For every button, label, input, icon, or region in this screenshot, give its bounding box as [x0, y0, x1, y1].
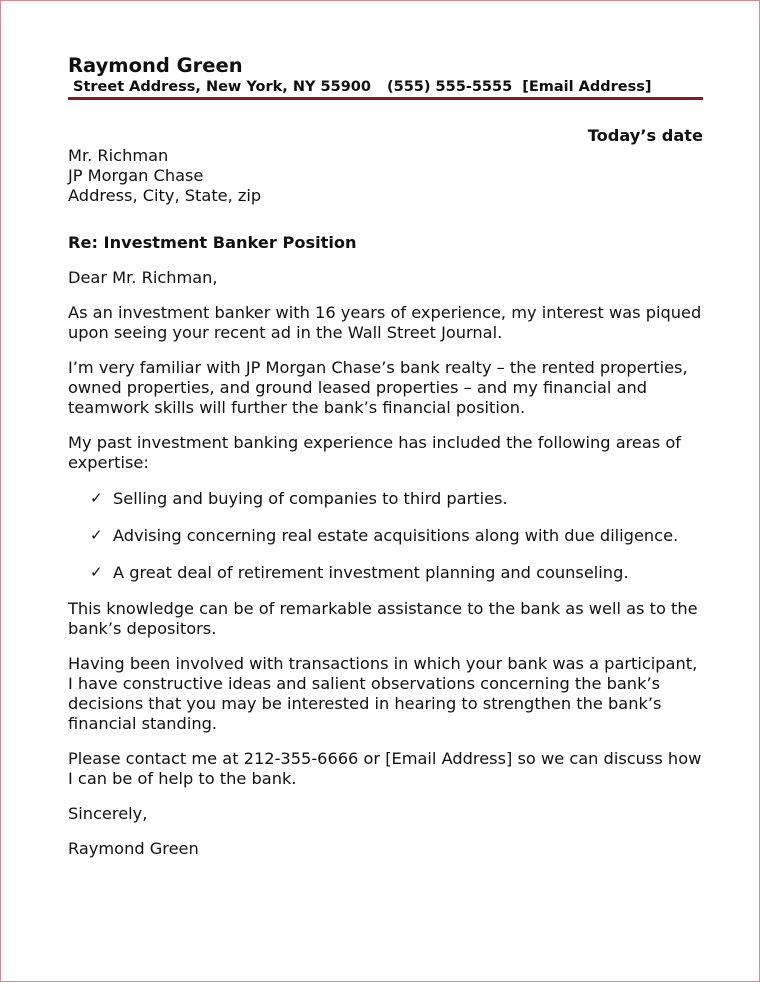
body-paragraph: This knowledge can be of remarkable assistance to the bank as well as to the bank’s depositors.: [68, 599, 698, 638]
signer-name: Raymond Green: [68, 839, 199, 858]
expertise-list: [68, 488, 703, 583]
recipient-address: Address, City, State, zip: [68, 186, 262, 205]
checkmark-icon: ✓: [90, 526, 103, 544]
recipient-name: Mr. Richman: [68, 146, 169, 165]
body-paragraph: Having been involved with transactions in which your bank was a participant, I have constructive ideas and salient observations concerning the bank’s decisions that you may be interested in hearing to strengthen the bank’s financial standing.: [68, 654, 698, 733]
sender-name: Raymond Green: [68, 54, 243, 77]
body-paragraph: My past investment banking experience has included the following areas of expertise:: [68, 433, 681, 472]
body-paragraph: As an investment banker with 16 years of experience, my interest was piqued upon seeing your recent ad in the Wall Street Journal.: [68, 303, 702, 342]
letter-date: Today’s date: [587, 126, 703, 145]
list-item: ✓ A great deal of retirement investment planning and counseling.: [90, 563, 629, 582]
salutation: Dear Mr. Richman,: [68, 268, 218, 287]
sender-phone: (555) 555-5555: [386, 79, 513, 95]
checkmark-icon: ✓: [90, 563, 103, 581]
sender-email: [Email Address]: [522, 79, 652, 95]
cover-letter: [68, 54, 703, 859]
closing: Sincerely,: [68, 804, 148, 823]
list-item: ✓ Advising concerning real estate acquisitions along with due diligence.: [90, 526, 679, 545]
body-paragraph: Please contact me at 212-355-6666 or [Email Address] so we can discuss how I can be of help to the bank.: [68, 749, 702, 788]
sender-contact-line: [68, 78, 703, 100]
sender-street: Street Address, New York, NY 55900: [73, 79, 371, 95]
recipient-block: [68, 146, 703, 206]
recipient-company: JP Morgan Chase: [68, 166, 204, 185]
list-item: ✓ Selling and buying of companies to third parties.: [90, 489, 508, 508]
subject-line: Re: Investment Banker Position: [68, 233, 357, 252]
body-paragraph: I’m very familiar with JP Morgan Chase’s bank realty – the rented properties, owned properties, and ground leased properties – and my financial and teamwork skills will further the bank’s financial position.: [68, 358, 688, 417]
checkmark-icon: ✓: [90, 489, 103, 507]
